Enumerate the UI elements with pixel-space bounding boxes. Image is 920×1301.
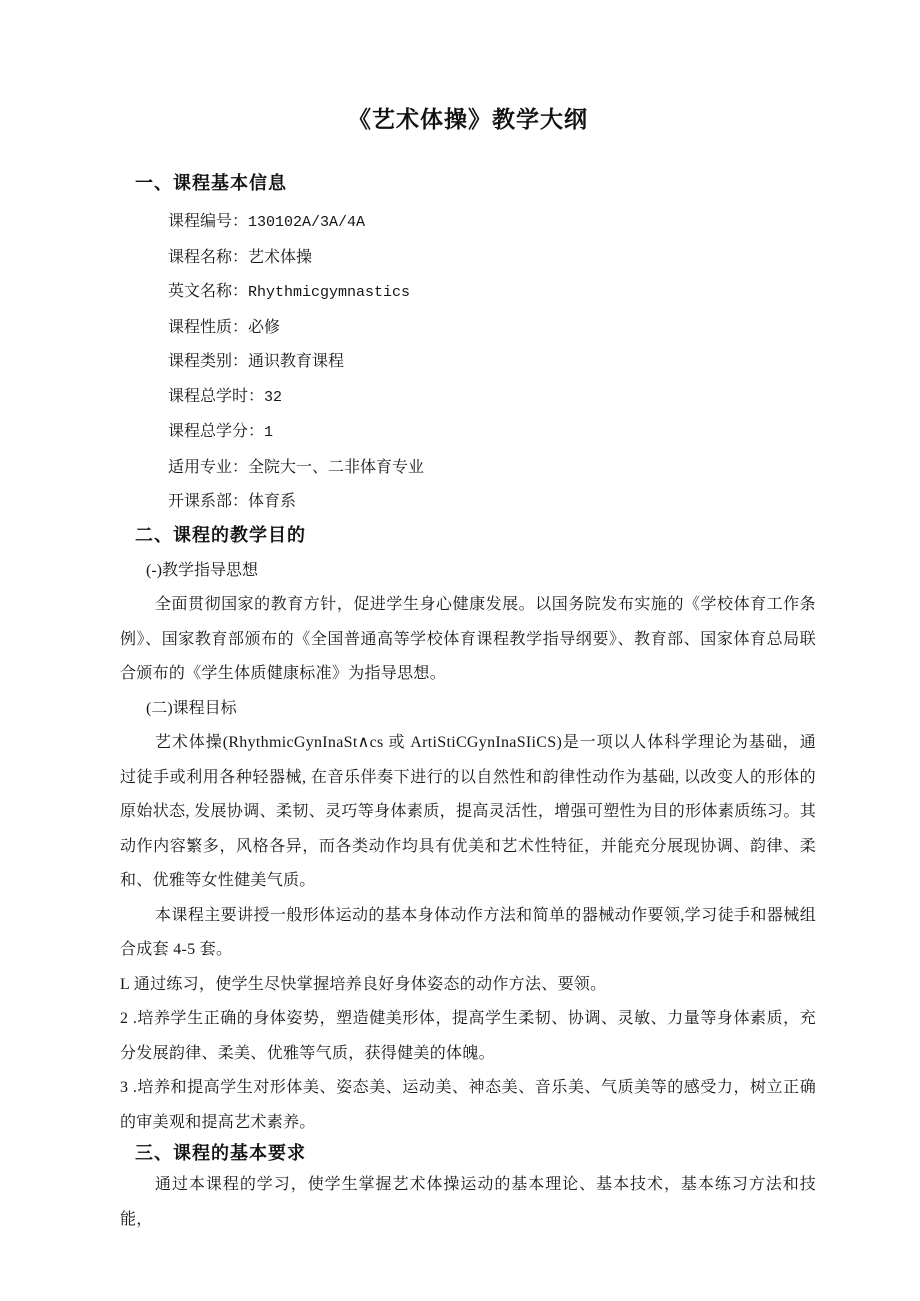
sub-heading-guiding-ideology: (-)教学指导思想 [146,561,258,579]
course-info-list [168,205,816,520]
goal-item-1: L 通过练习，使学生尽快掌握培养良好身体姿态的动作方法、要领。 [120,975,607,993]
field-value: 130102A/3A/4A [248,214,366,231]
field-label: 课程总学分： [168,423,265,440]
section2-heading: 二、课程的教学目的 [135,524,306,545]
field-row-course-name [168,241,816,276]
field-value: 艺术体操 [248,248,313,266]
section3-heading: 三、课程的基本要求 [135,1143,306,1163]
goal-item-2: 2 .培养学生正确的身体姿势，塑造健美形体，提高学生柔韧、协调、灵敏、力量等身体素质，充分发展韵律、柔美、优雅等气质，获得健美的体魄。 [120,1010,816,1062]
field-value: 32 [264,388,283,406]
field-value: Rhythmicgymnastics [248,284,411,301]
section1-heading: 一、课程基本信息 [135,173,287,193]
field-value: 必修 [248,318,281,336]
field-row-applicable-majors [168,451,816,486]
paragraph-course-description: 艺术体操(RhythmicGynInaSt∧cs 或 ArtiStiCGynInaSIiCS)是一项以人体科学理论为基础，通过徒手或利用各种轻器械, 在音乐伴奏下进行的以自然性和韵律性动作为基础, 以改变人的形体的原始状态, 发展协调、柔韧、灵巧等身体素质，提高灵活性，增强可塑性为目的形体素质练习。其动作内容繁多，风格各异，而各类动作均具有优美和艺术性特征，并能充分展现协调、韵律、柔和、优雅等女性健美气质。 [120,734,816,889]
page-title: 《艺术体操》教学大纲 [348,106,588,132]
field-row-course-nature [168,311,816,346]
field-row-total-hours [168,380,816,416]
field-value: 体育系 [248,493,297,510]
field-row-english-name [168,275,816,311]
field-row-course-category [168,345,816,380]
paragraph-guiding-ideology: 全面贯彻国家的教育方针，促进学生身心健康发展。以国务院发布实施的《学校体育工作条例》、国家教育部颁布的《全国普通高等学校体育课程教学指导纲要》、教育部、国家体育总局联合颁布的《学生体质健康标准》为指导思想。 [120,596,816,682]
section2-body [120,554,816,1141]
field-label: 开课系部： [168,493,249,510]
paragraph-basic-requirements: 通过本课程的学习，使学生掌握艺术体操运动的基本理论、基本技术，基本练习方法和技能， [120,1176,816,1228]
field-value: 通识教育课程 [248,353,345,370]
field-row-course-number [168,205,816,241]
field-label: 课程类别： [168,353,249,370]
field-label: 适用专业： [168,458,249,476]
paragraph-course-content: 本课程主要讲授一般形体运动的基本身体动作方法和简单的器械动作要领,学习徒手和器械组合成套 4-5 套。 [120,906,816,958]
field-row-total-credits [168,415,816,451]
field-label: 英文名称： [168,283,249,300]
field-label: 课程总学时： [168,387,265,405]
field-value: 1 [264,424,274,441]
sub-heading-course-objectives: (二)课程目标 [146,699,237,717]
field-row-offering-department [168,485,816,520]
goal-item-3: 3 .培养和提高学生对形体美、姿态美、运动美、神态美、音乐美、气质美等的感受力，树立正确的审美观和提高艺术素养。 [120,1079,816,1131]
field-value: 全院大一、二非体育专业 [248,458,425,476]
field-label: 课程名称： [168,248,249,266]
field-label: 课程编号： [168,213,249,230]
field-label: 课程性质： [168,318,249,336]
